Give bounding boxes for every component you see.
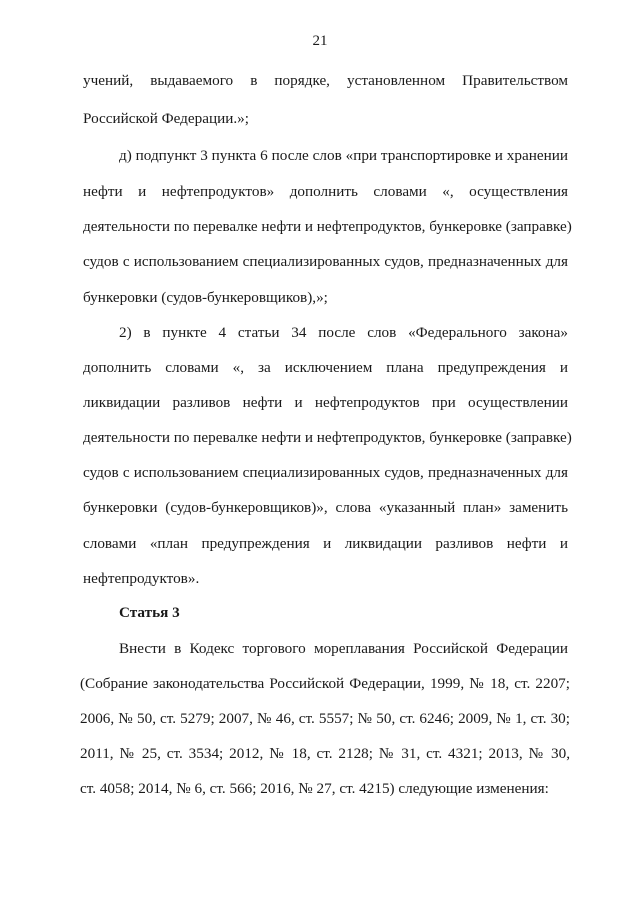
text-line: деятельности по перевалке нефти и нефтепродуктов, бункеровке (заправке) <box>83 218 572 235</box>
text-line: учений, выдаваемого в порядке, установленном Правительством <box>83 72 568 89</box>
article-heading: Статья 3 <box>119 604 180 621</box>
text-line: д) подпункт 3 пункта 6 после слов «при транспортировке и хранении <box>119 147 568 164</box>
text-line: ликвидации разливов нефти и нефтепродуктов при осуществлении <box>83 394 568 411</box>
text-line: 2011, № 25, ст. 3534; 2012, № 18, ст. 2128; № 31, ст. 4321; 2013, № 30, <box>80 745 570 762</box>
text-line: Внести в Кодекс торгового мореплавания Российской Федерации <box>119 640 568 657</box>
text-line: нефтепродуктов». <box>83 570 200 587</box>
text-line: судов с использованием специализированных судов, предназначенных для <box>83 464 568 481</box>
text-line: судов с использованием специализированных судов, предназначенных для <box>83 253 568 270</box>
page-number: 21 <box>312 33 328 49</box>
text-line: деятельности по перевалке нефти и нефтепродуктов, бункеровке (заправке) <box>83 429 572 446</box>
text-line: дополнить словами «, за исключением плана предупреждения и <box>83 359 568 376</box>
text-line: нефти и нефтепродуктов» дополнить словами «, осуществления <box>83 183 568 200</box>
text-line: 2) в пункте 4 статьи 34 после слов «Федерального закона» <box>119 324 568 341</box>
text-line: (Собрание законодательства Российской Федерации, 1999, № 18, ст. 2207; <box>80 675 570 692</box>
text-line: 2006, № 50, ст. 5279; 2007, № 46, ст. 5557; № 50, ст. 6246; 2009, № 1, ст. 30; <box>80 710 570 727</box>
text-line: бункеровки (судов-бункеровщиков)», слова «указанный план» заменить <box>83 499 568 516</box>
text-line: ст. 4058; 2014, № 6, ст. 566; 2016, № 27, ст. 4215) следующие изменения: <box>80 780 549 797</box>
text-line: бункеровки (судов-бункеровщиков),»; <box>83 289 328 306</box>
text-line: словами «план предупреждения и ликвидации разливов нефти и <box>83 535 568 552</box>
text-line: Российской Федерации.»; <box>83 110 249 127</box>
